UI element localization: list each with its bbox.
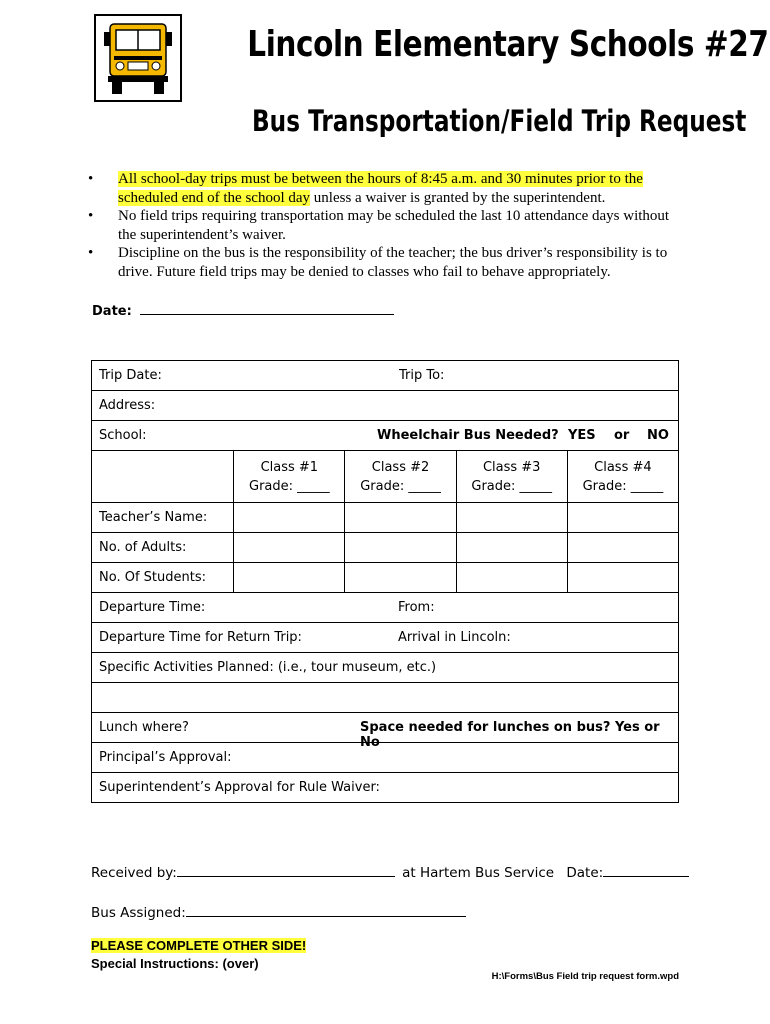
class-header-blank	[92, 451, 234, 503]
class-4-header[interactable]	[567, 451, 678, 503]
class-2-header[interactable]	[345, 451, 456, 503]
bus-assigned-label: Bus Assigned:	[91, 905, 186, 921]
grade-label: Grade: _____	[471, 478, 553, 494]
trip-date-label: Trip Date:	[99, 368, 162, 383]
address-row[interactable]	[92, 391, 679, 421]
students-cell[interactable]	[234, 563, 345, 593]
departure-time-label: Departure Time:	[99, 600, 206, 615]
bus-assigned-blank[interactable]	[186, 903, 466, 917]
received-by-blank[interactable]	[177, 863, 395, 877]
trip-to-label: Trip To:	[399, 368, 445, 383]
highlighted-rule: All school-day trips must be between the hours of 8:45 a.m. and 30 minutes prior to the scheduled end of the school day	[118, 171, 643, 206]
school-row[interactable]	[92, 421, 679, 451]
students-cell[interactable]	[456, 563, 567, 593]
teacher-cell[interactable]	[234, 503, 345, 533]
received-date-label: Date:	[566, 865, 604, 881]
wheelchair-no[interactable]: NO	[647, 428, 669, 443]
class-3-header[interactable]	[456, 451, 567, 503]
grade-label: Grade: _____	[249, 478, 330, 494]
date-blank[interactable]	[140, 302, 394, 315]
adults-cell[interactable]	[567, 533, 678, 563]
class-label: Class #4	[594, 459, 652, 475]
wheelchair-yes[interactable]: YES	[568, 428, 596, 443]
teacher-cell[interactable]	[567, 503, 678, 533]
received-by-label: Received by:	[91, 865, 177, 881]
bus-assigned-line[interactable]	[91, 903, 466, 921]
trip-row[interactable]	[92, 361, 679, 391]
address-label: Address:	[99, 398, 156, 413]
trip-request-table	[91, 360, 679, 803]
wheelchair-or: or	[614, 428, 630, 443]
class-label: Class #1	[260, 459, 319, 475]
received-by-line[interactable]	[91, 863, 689, 881]
lunch-row[interactable]	[92, 713, 679, 750]
principal-approval-label[interactable]: Principal’s Approval:	[92, 743, 679, 773]
return-departure-label: Departure Time for Return Trip:	[99, 630, 302, 645]
class-1-header[interactable]	[234, 451, 345, 503]
wheelchair-label: Wheelchair Bus Needed?	[377, 428, 559, 443]
date-label: Date:	[92, 304, 132, 319]
teacher-cell[interactable]	[456, 503, 567, 533]
list-item: • Discipline on the bus is the responsibility of the teacher; the bus driver’s responsibility is to drive. Future field trips may be denied to classes who fail to behave appropriately.	[88, 244, 678, 281]
file-path: H:\Forms\Bus Field trip request form.wpd	[491, 971, 679, 982]
received-date-blank[interactable]	[603, 863, 689, 877]
school-bus-icon	[96, 16, 180, 100]
lunch-where-label: Lunch where?	[99, 720, 189, 735]
class-label: Class #2	[371, 459, 430, 475]
hartem-label: at Hartem Bus Service	[402, 865, 555, 881]
special-instructions: Special Instructions: (over)	[91, 956, 259, 971]
students-cell[interactable]	[567, 563, 678, 593]
rules-list	[88, 170, 678, 281]
teacher-name-label: Teacher’s Name:	[92, 503, 234, 533]
superintendent-approval-label[interactable]: Superintendent’s Approval for Rule Waiver:	[92, 773, 679, 803]
school-bus-logo	[94, 14, 182, 102]
list-item: • No field trips requiring transportation may be scheduled the last 10 attendance days without the superintendent’s waiver.	[88, 207, 678, 244]
teacher-cell[interactable]	[345, 503, 456, 533]
students-label: No. Of Students:	[92, 563, 234, 593]
grade-label: Grade: _____	[360, 478, 441, 494]
adults-cell[interactable]	[234, 533, 345, 563]
arrival-label: Arrival in Lincoln:	[398, 630, 511, 645]
return-row[interactable]	[92, 623, 679, 653]
page-title: Lincoln Elementary Schools #27	[247, 24, 769, 65]
please-complete-notice: PLEASE COMPLETE OTHER SIDE!	[91, 938, 307, 953]
activities-blank[interactable]	[92, 683, 679, 713]
from-label: From:	[398, 600, 435, 615]
date-field[interactable]	[92, 302, 394, 319]
activities-label: Specific Activities Planned: (i.e., tour museum, etc.)	[92, 653, 679, 683]
lunch-space-label: Space needed for lunches on bus? Yes or No	[360, 720, 660, 750]
adults-cell[interactable]	[456, 533, 567, 563]
departure-row[interactable]	[92, 593, 679, 623]
grade-label: Grade: _____	[582, 478, 664, 494]
list-item	[88, 170, 678, 207]
school-label: School:	[99, 428, 147, 443]
class-label: Class #3	[482, 459, 541, 475]
adults-cell[interactable]	[345, 533, 456, 563]
students-cell[interactable]	[345, 563, 456, 593]
rule-text: unless a waiver is granted by the superintendent.	[310, 189, 606, 206]
adults-label: No. of Adults:	[92, 533, 234, 563]
page-subtitle: Bus Transportation/Field Trip Request	[252, 104, 747, 138]
